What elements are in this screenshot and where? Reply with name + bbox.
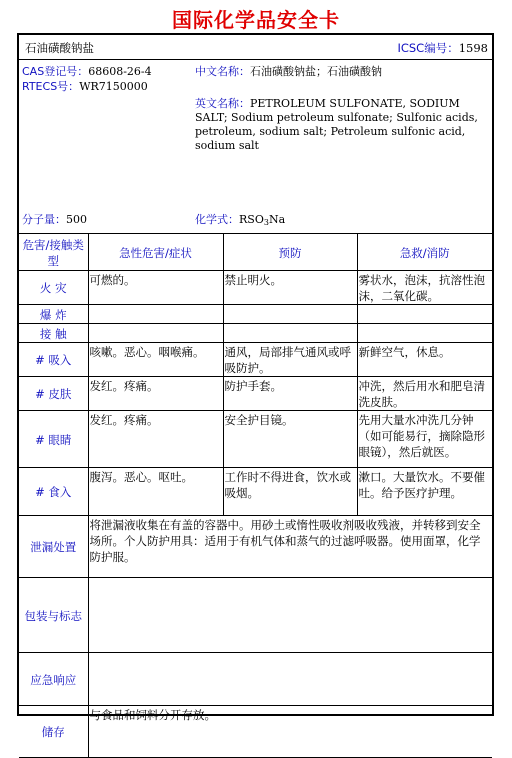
table-row [19, 468, 492, 516]
row-symptoms: 发红。疼痛。 [88, 377, 223, 411]
hazard-table [19, 233, 492, 758]
row-type: # 食入 [19, 468, 88, 516]
section-row [19, 578, 492, 653]
row-symptoms: 发红。疼痛。 [88, 411, 223, 468]
table-header-row [19, 234, 492, 271]
row-type: 火 灾 [19, 271, 88, 305]
row-firstaid: 新鲜空气，休息。 [357, 343, 492, 377]
section-label: 包装与标志 [19, 578, 88, 653]
safety-card [17, 33, 494, 739]
chemical-name: 石油磺酸钠盐 [25, 41, 94, 55]
row-prevention [223, 324, 357, 343]
row-prevention: 安全护目镜。 [223, 411, 357, 468]
col-firstaid: 急救/消防 [357, 234, 492, 271]
row-type: 接 触 [19, 324, 88, 343]
row-firstaid: 雾状水，泡沫，抗溶性泡沫，二氧化碳。 [357, 271, 492, 305]
mw-value: 500 [66, 213, 87, 226]
col-type: 危害/接触类型 [19, 234, 88, 271]
icsc-number [397, 40, 488, 56]
row-type: # 眼睛 [19, 411, 88, 468]
formula-subscript: 3 [263, 218, 269, 227]
en-name-line [195, 97, 485, 153]
row-type: # 皮肤 [19, 377, 88, 411]
row-symptoms: 腹泻。恶心。呕吐。 [88, 468, 223, 516]
row-symptoms: 可燃的。 [88, 271, 223, 305]
section-label: 泄漏处置 [19, 516, 88, 578]
row-symptoms: 咳嗽。恶心。咽喉痛。 [88, 343, 223, 377]
row-prevention: 工作时不得进食，饮水或吸烟。 [223, 468, 357, 516]
en-name-label: 英文名称： [195, 97, 250, 110]
table-row [19, 411, 492, 468]
icsc-value: 1598 [458, 41, 488, 55]
identity-section [19, 60, 492, 234]
card-title: 国际化学品安全卡 [172, 8, 340, 32]
cn-name-label: 中文名称： [195, 65, 250, 78]
row-firstaid [357, 324, 492, 343]
row-firstaid [357, 305, 492, 324]
section-row [19, 516, 492, 578]
rtecs-label: RTECS号： [22, 80, 80, 93]
en-name-value: PETROLEUM SULFONATE, SODIUM SALT; Sodium petroleum sulfonate; Sulfonic acids, petroleum, sodium salt; Petroleum sulfonic acid, sodium salt [195, 97, 478, 152]
row-firstaid: 冲洗，然后用水和肥皂清洗皮肤。 [357, 377, 492, 411]
section-text [88, 653, 492, 706]
cas-line [22, 65, 152, 79]
card-header [19, 35, 492, 60]
rtecs-value: WR7150000 [79, 80, 148, 93]
rtecs-line [22, 80, 148, 94]
col-symptoms: 急性危害/症状 [88, 234, 223, 271]
section-text: 与食品和饲料分开存放。 [88, 706, 492, 758]
mw-label: 分子量： [22, 213, 66, 226]
row-symptoms [88, 305, 223, 324]
icsc-label: ICSC编号： [397, 41, 459, 55]
formula-main: RSO [239, 213, 264, 226]
col-prevention: 预防 [223, 234, 357, 271]
table-row [19, 305, 492, 324]
formula-label: 化学式： [195, 213, 239, 226]
section-label: 储存 [19, 706, 88, 758]
row-type: # 吸入 [19, 343, 88, 377]
row-prevention: 通风，局部排气通风或呼吸防护。 [223, 343, 357, 377]
table-row [19, 324, 492, 343]
table-row [19, 377, 492, 411]
row-prevention [223, 305, 357, 324]
cn-name-line [195, 65, 485, 79]
section-row [19, 653, 492, 706]
row-prevention: 禁止明火。 [223, 271, 357, 305]
cas-label: CAS登记号： [22, 65, 89, 78]
section-row [19, 706, 492, 758]
row-firstaid: 漱口。大量饮水。不要催吐。给予医疗护理。 [357, 468, 492, 516]
cas-value: 68608-26-4 [88, 65, 152, 78]
cn-name-value: 石油磺酸钠盐；石油磺酸钠 [250, 65, 382, 78]
mw-line [22, 213, 87, 227]
section-text: 将泄漏液收集在有盖的容器中。用砂土或惰性吸收剂吸收残液，并转移到安全场所。个人防护用具：适用于有机气体和蒸气的过滤呼吸器。使用面罩，化学防护服。 [88, 516, 492, 578]
section-text [88, 578, 492, 653]
row-prevention: 防护手套。 [223, 377, 357, 411]
table-row [19, 343, 492, 377]
section-label: 应急响应 [19, 653, 88, 706]
formula-line [195, 213, 485, 230]
row-firstaid: 先用大量水冲洗几分钟（如可能易行，摘除隐形眼镜），然后就医。 [357, 411, 492, 468]
row-type: 爆 炸 [19, 305, 88, 324]
formula-tail: Na [268, 213, 286, 226]
table-row [19, 271, 492, 305]
row-symptoms [88, 324, 223, 343]
